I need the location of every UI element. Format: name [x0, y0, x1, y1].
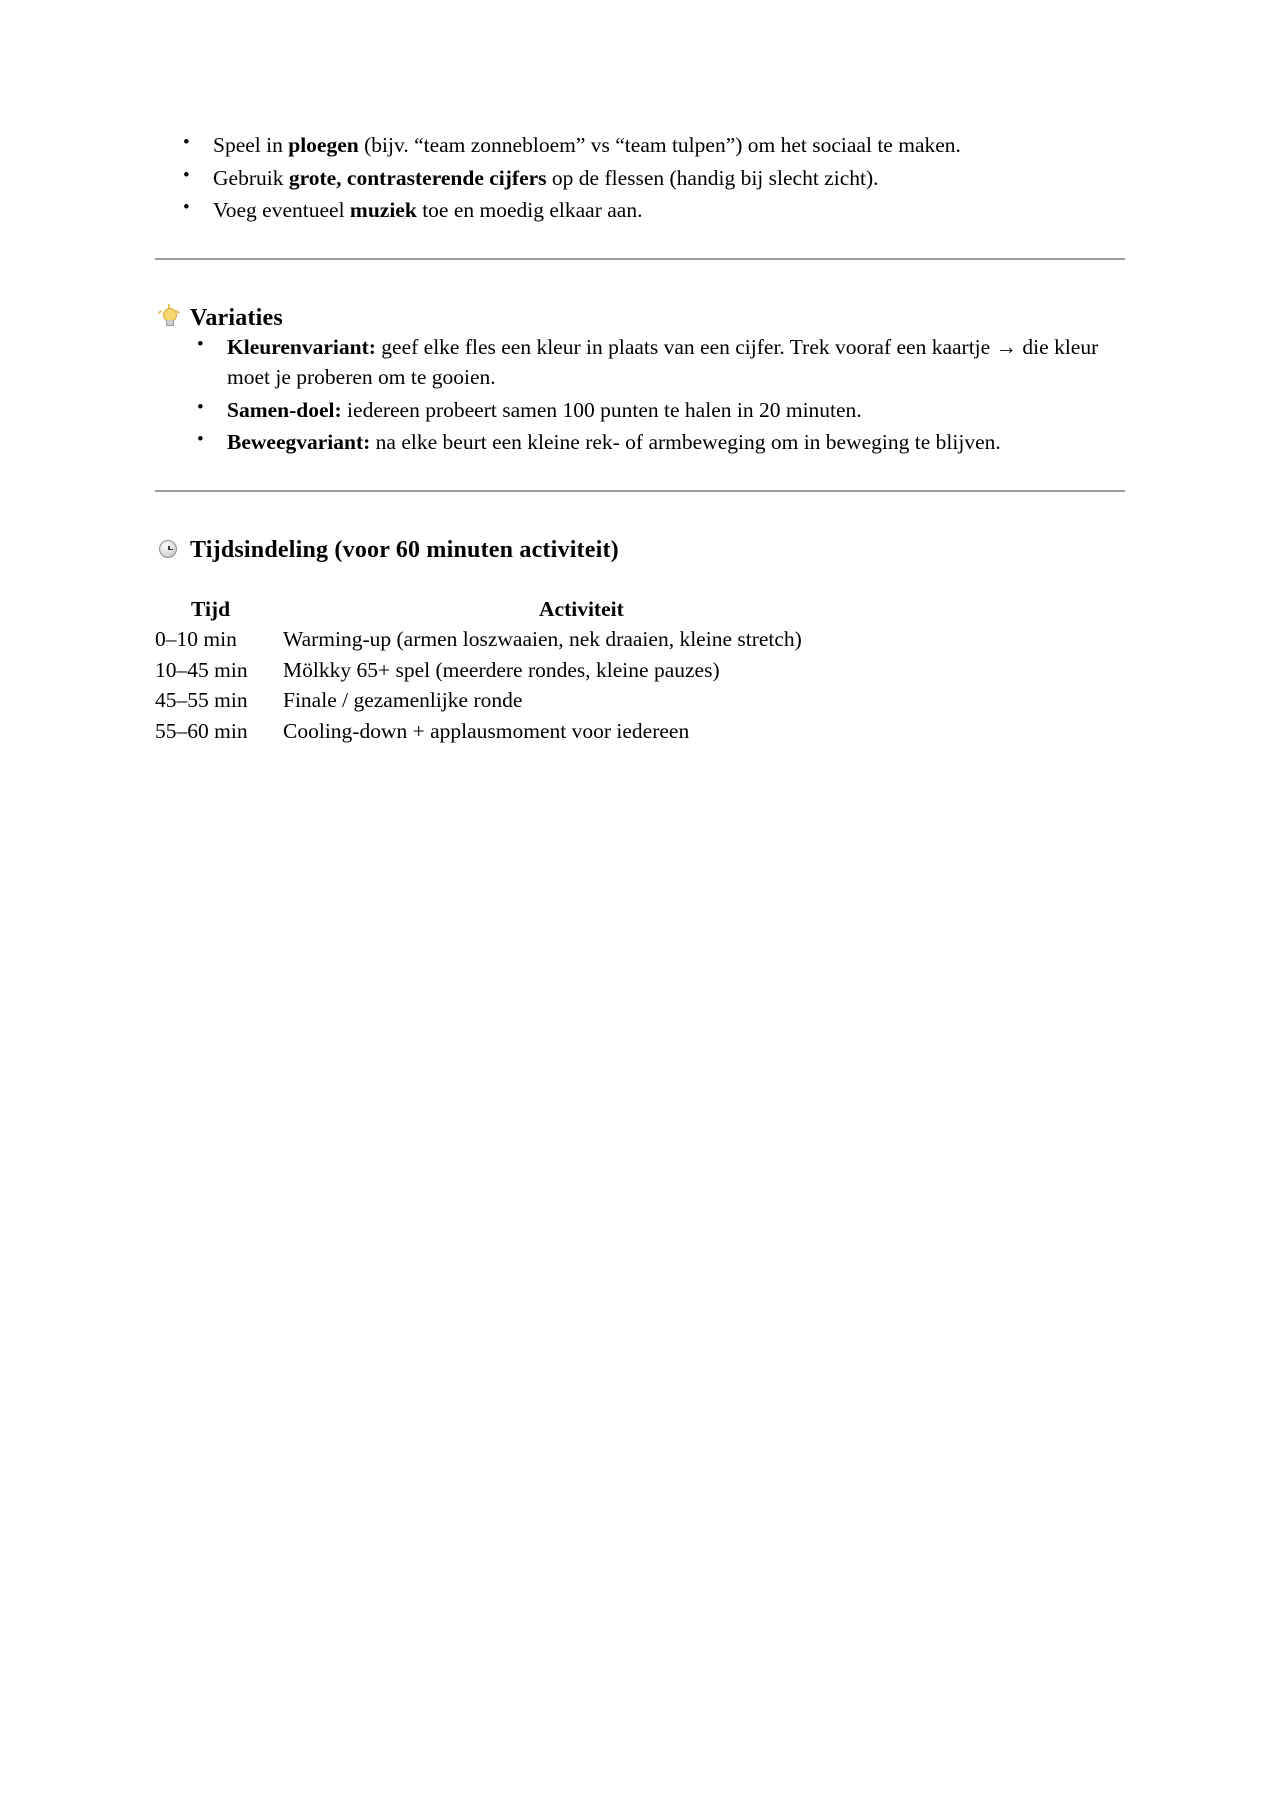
body-text: na elke beurt een kleine rek- of armbeweging om in beweging te blijven.: [370, 430, 1001, 455]
schedule-table: [155, 594, 1125, 747]
body-text: op de flessen (handig bij slecht zicht).: [546, 165, 879, 190]
lightbulb-icon: [158, 307, 180, 329]
list-item: [155, 427, 1125, 458]
emphasis-text: Beweegvariant:: [227, 430, 371, 455]
list-item: [155, 395, 1125, 426]
clock-icon: [158, 539, 180, 561]
schedule-time: 0–10 min: [155, 627, 237, 652]
schedule-heading-text: Tijdsindeling (voor 60 minuten activiteit): [190, 536, 619, 563]
schedule-time: 55–60 min: [155, 718, 248, 743]
schedule-activity: Finale / gezamenlijke ronde: [283, 688, 523, 713]
body-text: Speel in: [213, 133, 289, 157]
schedule-row: [155, 716, 1125, 747]
emphasis-text: grote, contrasterende cijfers: [288, 165, 547, 190]
list-item: [155, 163, 1125, 194]
variations-list: [155, 332, 1125, 458]
schedule-row: [155, 655, 1125, 686]
list-item: [155, 130, 1125, 161]
emphasis-text: ploegen: [288, 133, 359, 157]
schedule-header-row: [155, 594, 1125, 625]
schedule-heading: [158, 537, 1125, 564]
variations-heading: [158, 305, 1125, 332]
tips-list: [155, 130, 1125, 226]
body-text: geef elke fles een kleur in plaats van een cijfer. Trek vooraf een kaartje → die kleur moet je proberen om te gooien.: [227, 334, 1099, 390]
body-text: toe en moedig elkaar aan.: [416, 198, 643, 223]
list-item: [155, 195, 1125, 226]
list-item: [155, 332, 1125, 393]
body-text: Gebruik: [213, 165, 289, 190]
schedule-row: [155, 624, 1125, 655]
emphasis-text: muziek: [349, 198, 417, 223]
schedule-time: 45–55 min: [155, 688, 248, 713]
body-text: iedereen probeert samen 100 punten te halen in 20 minuten.: [341, 397, 862, 422]
section-divider-2: [155, 490, 1125, 492]
schedule-col-time-header: Tijd: [191, 596, 231, 621]
schedule-activity: Mölkky 65+ spel (meerdere rondes, kleine pauzes): [283, 657, 720, 682]
variations-heading-text: Variaties: [190, 304, 283, 331]
schedule-activity: Warming-up (armen loszwaaien, nek draaien, kleine stretch): [283, 627, 802, 652]
schedule-time: 10–45 min: [155, 657, 248, 682]
schedule-col-activity-header: Activiteit: [539, 596, 624, 621]
section-divider-1: [155, 258, 1125, 260]
emphasis-text: Samen-doel:: [227, 397, 342, 422]
body-text: Voeg eventueel: [213, 198, 350, 223]
schedule-row: [155, 685, 1125, 716]
schedule-activity: Cooling-down + applausmoment voor iedereen: [283, 718, 690, 743]
emphasis-text: Kleurenvariant:: [227, 334, 376, 359]
body-text: (bijv. “team zonnebloem” vs “team tulpen”) om het sociaal te maken.: [358, 133, 961, 157]
